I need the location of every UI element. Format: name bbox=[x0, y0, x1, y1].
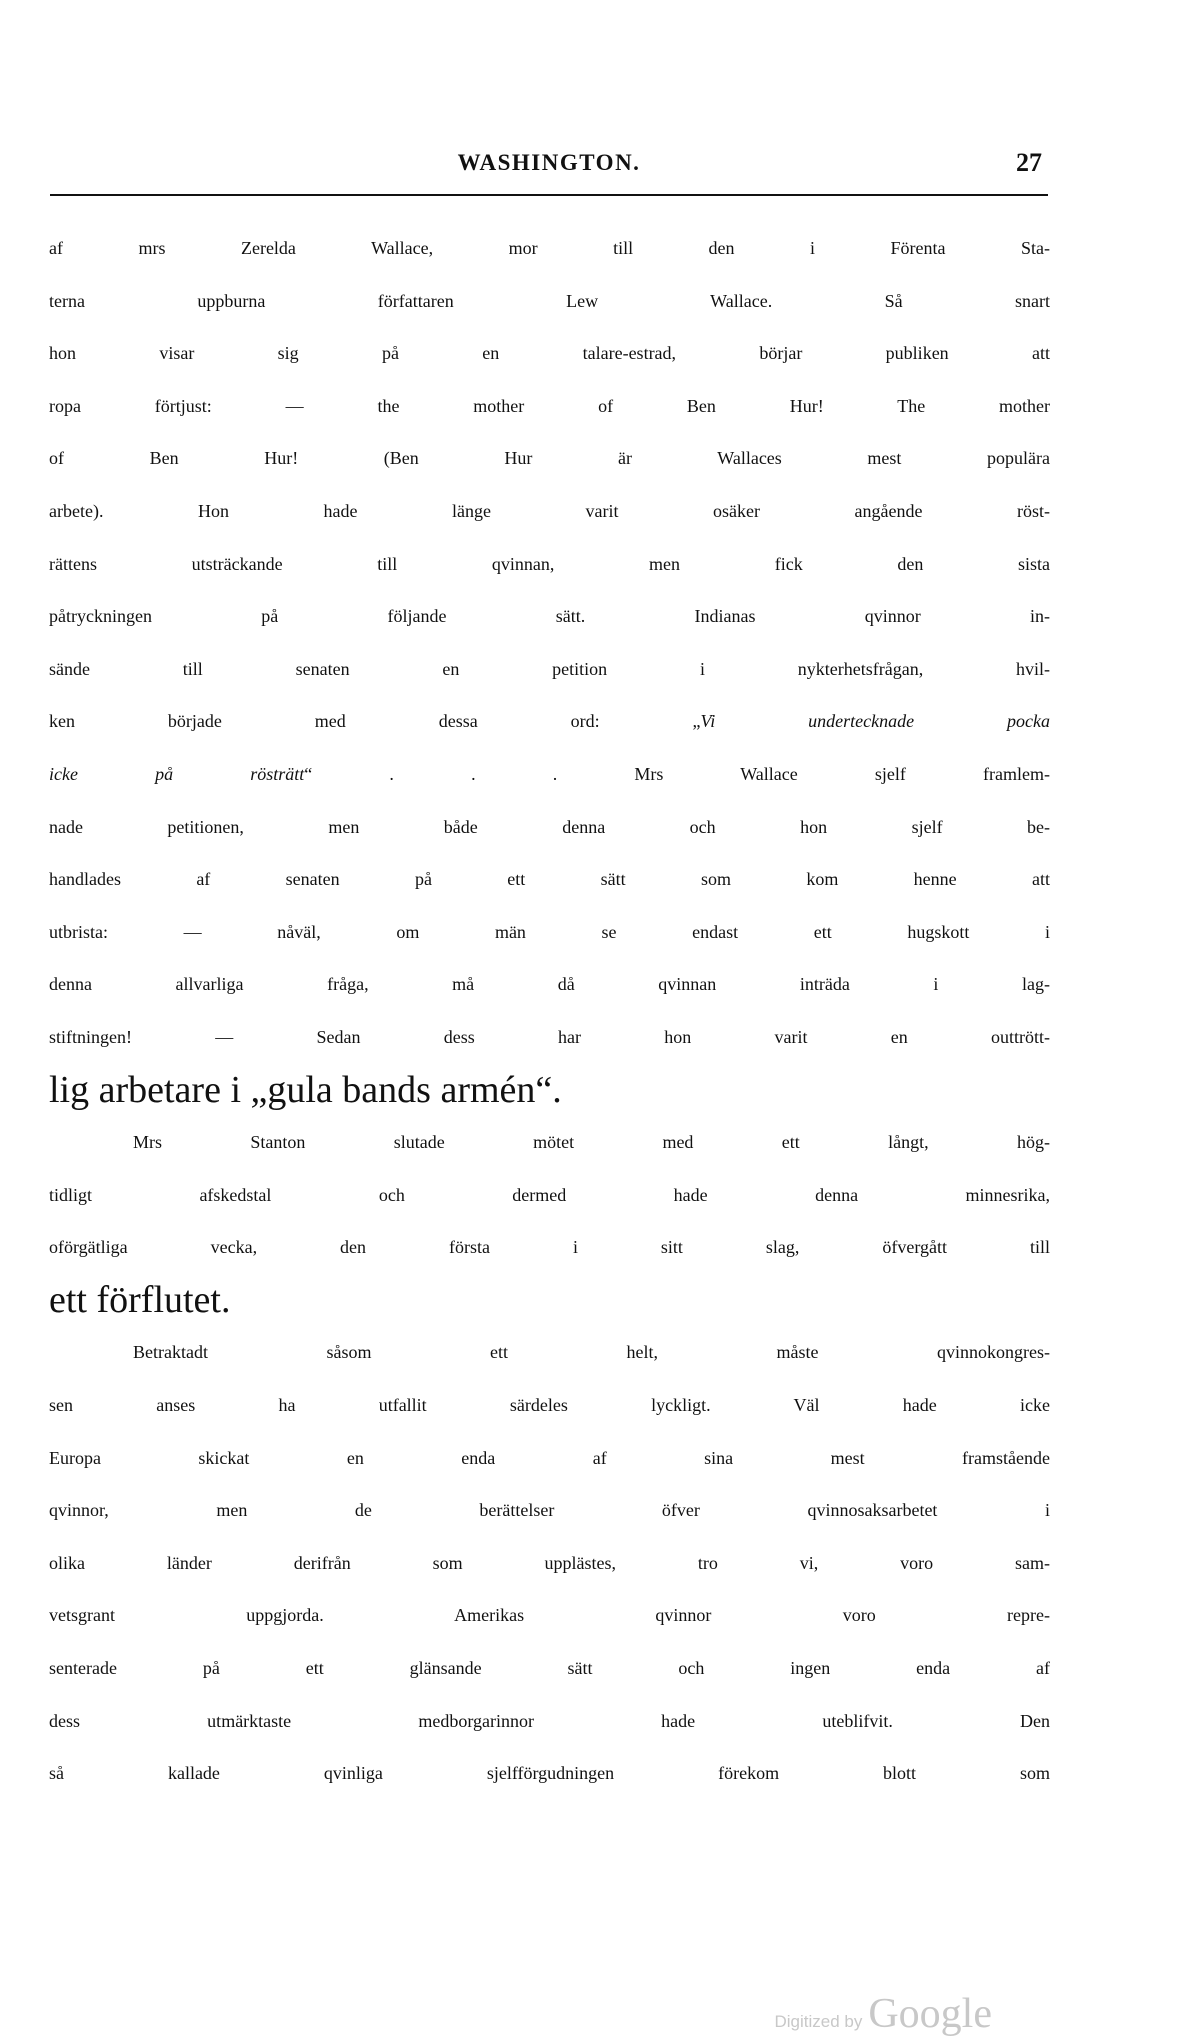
line-text: of Ben Hur! (Ben Hur är Wallaces mest populära bbox=[49, 448, 1050, 469]
line-text: vetsgrant uppgjorda. Amerikas qvinnor voro repre- bbox=[49, 1605, 1050, 1626]
text-line bbox=[49, 906, 1050, 959]
text-line bbox=[49, 485, 1050, 538]
text-line bbox=[49, 538, 1050, 591]
line-text: stiftningen! — Sedan dess har hon varit en outtrött- bbox=[49, 1026, 1050, 1047]
line-text: lig arbetare i „gula bands armén“. bbox=[49, 1068, 562, 1111]
line-text: handlades af senaten på ett sätt som kom henne att bbox=[49, 869, 1050, 890]
line-text: nade petitionen, men både denna och hon sjelf be- bbox=[49, 816, 1050, 837]
text-line bbox=[49, 327, 1050, 380]
text-line bbox=[49, 1379, 1050, 1432]
line-text: tidligt afskedstal och dermed hade denna minnesrika, bbox=[49, 1184, 1050, 1205]
text-line bbox=[49, 1537, 1050, 1590]
line-text: oförgätliga vecka, den första i sitt slag, öfvergått till bbox=[49, 1237, 1050, 1258]
line-text: utbrista: — nåväl, om män se endast ett hugskott i bbox=[49, 921, 1050, 942]
line-text: af mrs Zerelda Wallace, mor till den i Förenta Sta- bbox=[49, 238, 1050, 258]
text-line bbox=[49, 801, 1050, 854]
line-text: ett förflutet. bbox=[49, 1278, 231, 1321]
text-line bbox=[49, 1589, 1050, 1642]
line-text: terna uppburna författaren Lew Wallace. Så snart bbox=[49, 290, 1050, 311]
line-text: hon visar sig på en talare-estrad, börjar publiken att bbox=[49, 343, 1050, 364]
text-line bbox=[49, 1274, 1050, 1327]
line-text: qvinnor, men de berättelser öfver qvinnosaksarbetet i bbox=[49, 1500, 1050, 1521]
text-line bbox=[49, 590, 1050, 643]
running-title: WASHINGTON. bbox=[457, 150, 641, 175]
body-text bbox=[49, 222, 1050, 1800]
text-line bbox=[49, 1484, 1050, 1537]
page-number: 27 bbox=[1016, 148, 1042, 177]
italic-quote: icke på rösträtt bbox=[49, 763, 305, 784]
text-line bbox=[49, 853, 1050, 906]
line-text: så kallade qvinliga sjelfförgudningen förekom blott som bbox=[49, 1763, 1050, 1784]
text-line bbox=[49, 1064, 1050, 1117]
text-line bbox=[49, 275, 1050, 328]
text-line bbox=[49, 958, 1050, 1011]
line-text: olika länder derifrån som upplästes, tro vi, voro sam- bbox=[49, 1552, 1050, 1573]
running-head bbox=[50, 148, 1048, 178]
line-text: rättens utsträckande till qvinnan, men fick den sista bbox=[49, 553, 1050, 574]
line-text: Mrs Stanton slutade mötet med ett långt, hög- bbox=[133, 1132, 1050, 1153]
line-text: Betraktadt såsom ett helt, måste qvinnokongres- bbox=[133, 1342, 1050, 1363]
line-text: arbete). Hon hade länge varit osäker angående röst- bbox=[49, 500, 1050, 521]
italic-quote: Vi undertecknade pocka bbox=[700, 711, 1050, 732]
text-line bbox=[49, 1642, 1050, 1695]
text-line bbox=[49, 1747, 1050, 1800]
line-text: påtryckningen på följande sätt. Indianas qvinnor in- bbox=[49, 606, 1050, 627]
text-line bbox=[49, 1169, 1050, 1222]
digitized-watermark bbox=[774, 1990, 992, 2037]
text-line bbox=[49, 222, 1050, 275]
text-line bbox=[49, 1116, 1050, 1169]
line-text: sen anses ha utfallit särdeles lyckligt. Väl hade icke bbox=[49, 1395, 1050, 1416]
line-text: denna allvarliga fråga, må då qvinnan inträda i lag- bbox=[49, 974, 1050, 995]
line-text: Europa skickat en enda af sina mest framstående bbox=[49, 1447, 1050, 1468]
line-text: “ . . . Mrs Wallace sjelf framlem- bbox=[304, 763, 1050, 784]
text-line bbox=[49, 1221, 1050, 1274]
text-line bbox=[49, 432, 1050, 485]
text-line bbox=[49, 380, 1050, 433]
line-text: dess utmärktaste medborgarinnor hade uteblifvit. Den bbox=[49, 1710, 1050, 1731]
text-line bbox=[49, 695, 1050, 748]
header-rule bbox=[50, 194, 1048, 196]
line-text: senterade på ett glänsande sätt och ingen enda af bbox=[49, 1658, 1050, 1679]
text-line bbox=[49, 643, 1050, 696]
text-line bbox=[49, 748, 1050, 801]
watermark-prefix: Digitized by bbox=[774, 2012, 863, 2031]
text-line bbox=[49, 1695, 1050, 1748]
line-text: sände till senaten en petition i nykterhetsfrågan, hvil- bbox=[49, 658, 1050, 679]
google-logo: Google bbox=[868, 1991, 992, 2037]
line-text: ken började med dessa ord: „ bbox=[49, 711, 701, 732]
text-line bbox=[49, 1326, 1050, 1379]
text-line bbox=[49, 1011, 1050, 1064]
line-text: ropa förtjust: — the mother of Ben Hur! The mother bbox=[49, 395, 1050, 416]
text-line bbox=[49, 1432, 1050, 1485]
